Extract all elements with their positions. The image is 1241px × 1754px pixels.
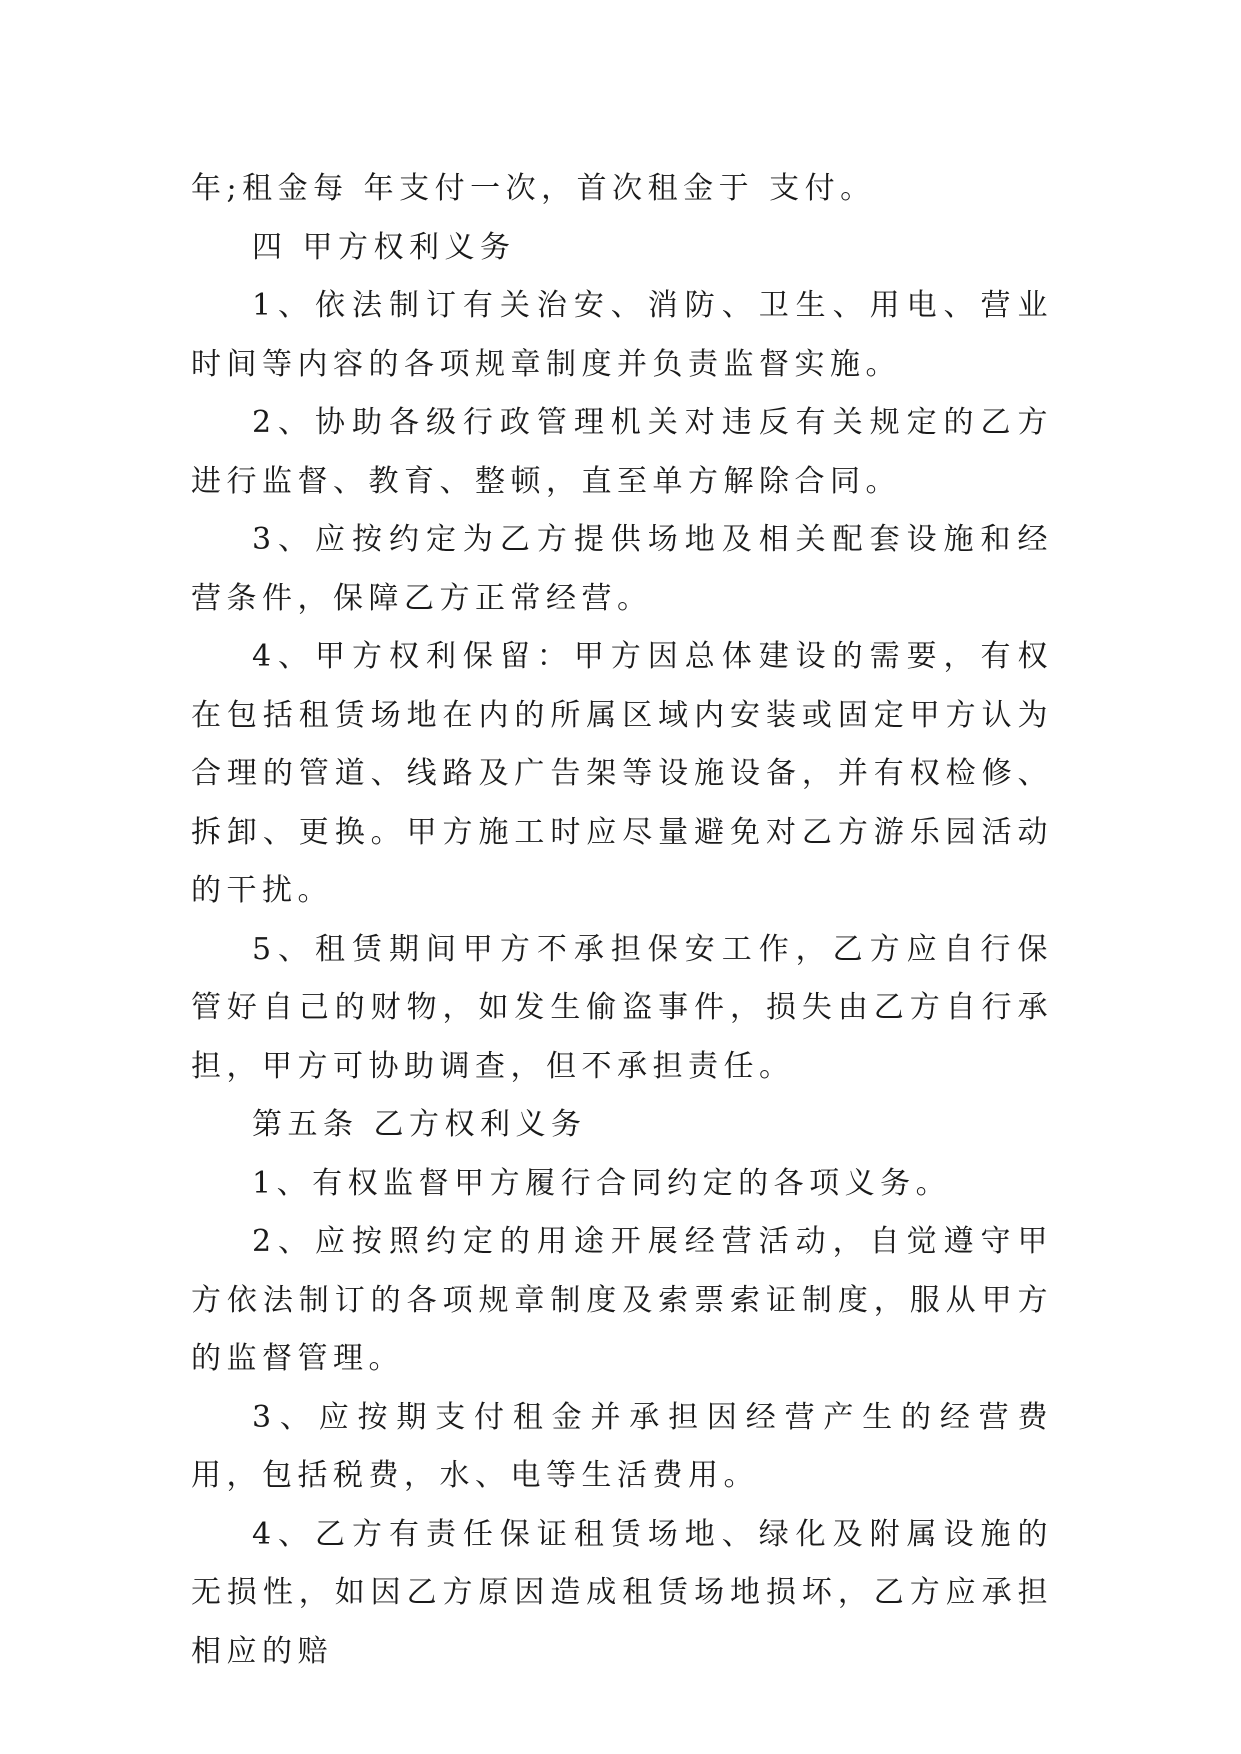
paragraph: 3、应按期支付租金并承担因经营产生的经营费用，包括税费，水、电等生活费用。 — [191, 1399, 1053, 1493]
paragraph: 5、租赁期间甲方不承担保安工作，乙方应自行保管好自己的财物，如发生偷盗事件，损失由乙方自行承担，甲方可协助调查，但不承担责任。 — [191, 931, 1053, 1084]
paragraph: 1、有权监督甲方履行合同约定的各项义务。 — [252, 1165, 952, 1201]
paragraph: 1、依法制订有关治安、消防、卫生、用电、营业时间等内容的各项规章制度并负责监督实施。 — [191, 288, 1053, 382]
paragraph: 2、应按照约定的用途开展经营活动，自觉遵守甲方依法制订的各项规章制度及索票索证制度，服从甲方的监督管理。 — [191, 1224, 1053, 1376]
paragraph: 4、乙方有责任保证租赁场地、绿化及附属设施的无损性，如因乙方原因造成租赁场地损坏，乙方应承担相应的赔 — [191, 1516, 1053, 1669]
section-heading: 第五条 乙方权利义务 — [252, 1107, 587, 1142]
paragraph: 3、应按约定为乙方提供场地及相关配套设施和经营条件，保障乙方正常经营。 — [191, 522, 1053, 616]
document-body — [191, 160, 1053, 1681]
paragraph: 2、协助各级行政管理机关对违反有关规定的乙方进行监督、教育、整顿，直至单方解除合同。 — [191, 405, 1053, 499]
paragraph: 4、甲方权利保留：甲方因总体建设的需要，有权在包括租赁场地在内的所属区域内安装或固定甲方认为合理的管道、线路及广告架等设施设备，并有权检修、拆卸、更换。甲方施工时应尽量避免对乙方游乐园活动的干扰。 — [191, 639, 1053, 908]
paragraph: 年;租金每 年支付一次，首次租金于 支付。 — [191, 171, 876, 206]
section-heading: 四 甲方权利义务 — [252, 229, 516, 265]
